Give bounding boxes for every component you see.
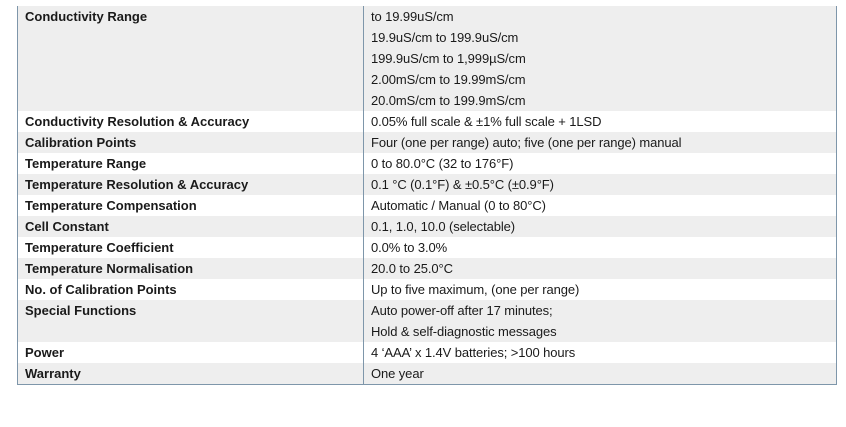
spec-value	[364, 111, 837, 132]
spec-label: Conductivity Resolution & Accuracy	[18, 111, 364, 132]
spec-value-line: Four (one per range) auto; five (one per range) manual	[371, 135, 682, 150]
spec-value-line: One year	[371, 366, 424, 381]
spec-label: Temperature Compensation	[18, 195, 364, 216]
spec-value	[364, 237, 837, 258]
spec-label: Conductivity Range	[18, 6, 364, 111]
spec-value-line: 2.00mS/cm to 19.99mS/cm	[371, 72, 526, 87]
spec-value-line: 0.0% to 3.0%	[371, 240, 448, 255]
spec-value-line: 19.9uS/cm to 199.9uS/cm	[371, 30, 519, 45]
spec-row-no-of-calibration-points	[18, 279, 837, 300]
spec-label: Cell Constant	[18, 216, 364, 237]
spec-row-temperature-normalisation	[18, 258, 837, 279]
spec-value	[364, 363, 837, 385]
spec-row-conductivity-range	[18, 6, 837, 111]
spec-row-calibration-points	[18, 132, 837, 153]
spec-label: Temperature Resolution & Accuracy	[18, 174, 364, 195]
spec-row-power	[18, 342, 837, 363]
spec-value-line: Up to five maximum, (one per range)	[371, 282, 580, 297]
spec-value-line: 0.1, 1.0, 10.0 (selectable)	[371, 219, 516, 234]
spec-row-warranty	[18, 363, 837, 385]
spec-value	[364, 258, 837, 279]
spec-value-line: 20.0mS/cm to 199.9mS/cm	[371, 93, 526, 108]
spec-value-line: 199.9uS/cm to 1,999µS/cm	[371, 51, 526, 66]
spec-value	[364, 174, 837, 195]
spec-value-line: Automatic / Manual (0 to 80°C)	[371, 198, 546, 213]
spec-value-line: 0 to 80.0°C (32 to 176°F)	[371, 156, 514, 171]
spec-value	[364, 195, 837, 216]
spec-row-conductivity-resolution-accuracy	[18, 111, 837, 132]
spec-value	[364, 342, 837, 363]
spec-label: Special Functions	[18, 300, 364, 342]
spec-label: Power	[18, 342, 364, 363]
spec-value-line: 0.05% full scale & ±1% full scale + 1LSD	[371, 114, 602, 129]
spec-value-line: 20.0 to 25.0°C	[371, 261, 453, 276]
spec-row-special-functions	[18, 300, 837, 342]
spec-label: Temperature Coefficient	[18, 237, 364, 258]
spec-value	[364, 300, 837, 342]
spec-row-temperature-resolution-accuracy	[18, 174, 837, 195]
spec-value-line: 0.1 °C (0.1°F) & ±0.5°C (±0.9°F)	[371, 177, 554, 192]
spec-value-line: Hold & self-diagnostic messages	[371, 324, 557, 339]
spec-value	[364, 132, 837, 153]
spec-label: Warranty	[18, 363, 364, 385]
spec-value	[364, 279, 837, 300]
spec-row-cell-constant	[18, 216, 837, 237]
spec-row-temperature-compensation	[18, 195, 837, 216]
spec-value-line: 4 ‘AAA’ x 1.4V batteries; >100 hours	[371, 345, 576, 360]
spec-row-temperature-range	[18, 153, 837, 174]
spec-value	[364, 216, 837, 237]
spec-row-temperature-coefficient	[18, 237, 837, 258]
spec-value-line: to 19.99uS/cm	[371, 9, 454, 24]
spec-value	[364, 153, 837, 174]
spec-label: Temperature Normalisation	[18, 258, 364, 279]
spec-label: Calibration Points	[18, 132, 364, 153]
spec-label: Temperature Range	[18, 153, 364, 174]
spec-value	[364, 6, 837, 111]
spec-label: No. of Calibration Points	[18, 279, 364, 300]
specifications-table-body	[18, 6, 837, 385]
spec-value-line: Auto power-off after 17 minutes;	[371, 303, 553, 318]
specifications-table	[17, 6, 837, 385]
